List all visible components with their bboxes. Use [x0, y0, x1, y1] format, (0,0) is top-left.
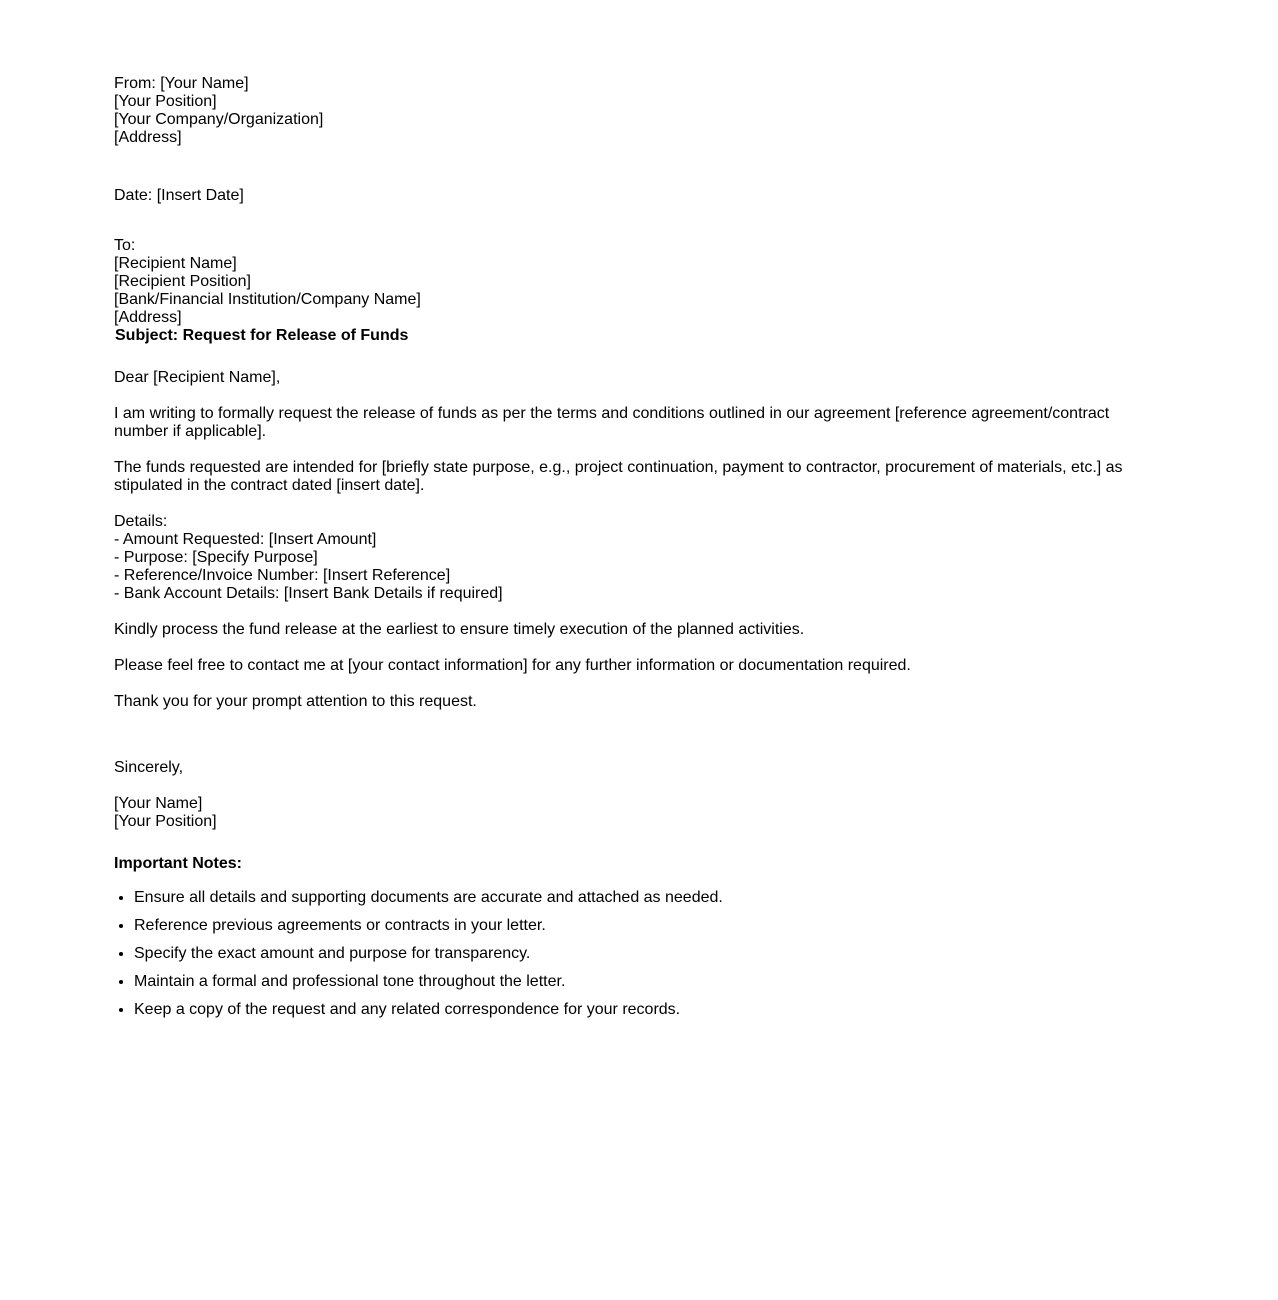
recipient-position: [Recipient Position] — [114, 273, 251, 290]
body-paragraph-3: Kindly process the fund release at the earliest to ensure timely execution of the planned activities. — [114, 621, 805, 638]
list-item: • Specify the exact amount and purpose for transparency. — [134, 945, 1144, 963]
body-paragraph-4: Please feel free to contact me at [your contact information] for any further information or documentation required. — [114, 657, 911, 674]
recipient-block — [114, 237, 1144, 345]
recipient-to-label: To: — [114, 237, 136, 254]
details-item: - Amount Requested: [Insert Amount] — [114, 531, 377, 548]
sender-position: [Your Position] — [114, 93, 217, 110]
signature-name: [Your Name] — [114, 795, 203, 812]
signature-position: [Your Position] — [114, 813, 217, 830]
sender-company: [Your Company/Organization] — [114, 111, 324, 128]
recipient-institution: [Bank/Financial Institution/Company Name] — [114, 291, 421, 308]
list-item: • Maintain a formal and professional tone throughout the letter. — [134, 973, 1144, 991]
date-line: Date: [Insert Date] — [114, 187, 244, 204]
letter-body — [114, 75, 1144, 1029]
details-block — [114, 513, 1144, 603]
body-paragraph-2: The funds requested are intended for [briefly state purpose, e.g., project continuation, payment to contractor, procurement of materials, etc.] as stipulated in the contract dated [insert date]. — [114, 459, 1123, 494]
recipient-address: [Address] — [114, 309, 182, 326]
greeting: Dear [Recipient Name], — [114, 369, 281, 386]
details-item: - Bank Account Details: [Insert Bank Details if required] — [114, 585, 503, 602]
details-item: - Purpose: [Specify Purpose] — [114, 549, 318, 566]
sender-block — [114, 75, 1144, 147]
body-paragraph-5: Thank you for your prompt attention to this request. — [114, 693, 477, 710]
list-item: • Ensure all details and supporting documents are accurate and attached as needed. — [134, 889, 1144, 907]
list-item: • Reference previous agreements or contracts in your letter. — [134, 917, 1144, 935]
closing: Sincerely, — [114, 759, 184, 776]
body-paragraph-1: I am writing to formally request the release of funds as per the terms and conditions outlined in our agreement [reference agreement/contract number if applicable]. — [114, 405, 1110, 440]
notes-list — [114, 889, 1144, 1019]
details-item: - Reference/Invoice Number: [Insert Reference] — [114, 567, 451, 584]
details-label: Details: — [114, 513, 168, 530]
recipient-name: [Recipient Name] — [114, 255, 237, 272]
date-block — [114, 187, 1144, 205]
subject-line: Subject: Request for Release of Funds — [115, 327, 409, 344]
sender-address: [Address] — [114, 129, 182, 146]
sender-from-line: From: [Your Name] — [114, 75, 249, 92]
list-item: • Keep a copy of the request and any related correspondence for your records. — [134, 1001, 1144, 1019]
signature-block — [114, 795, 1144, 831]
notes-title: Important Notes: — [114, 855, 242, 872]
